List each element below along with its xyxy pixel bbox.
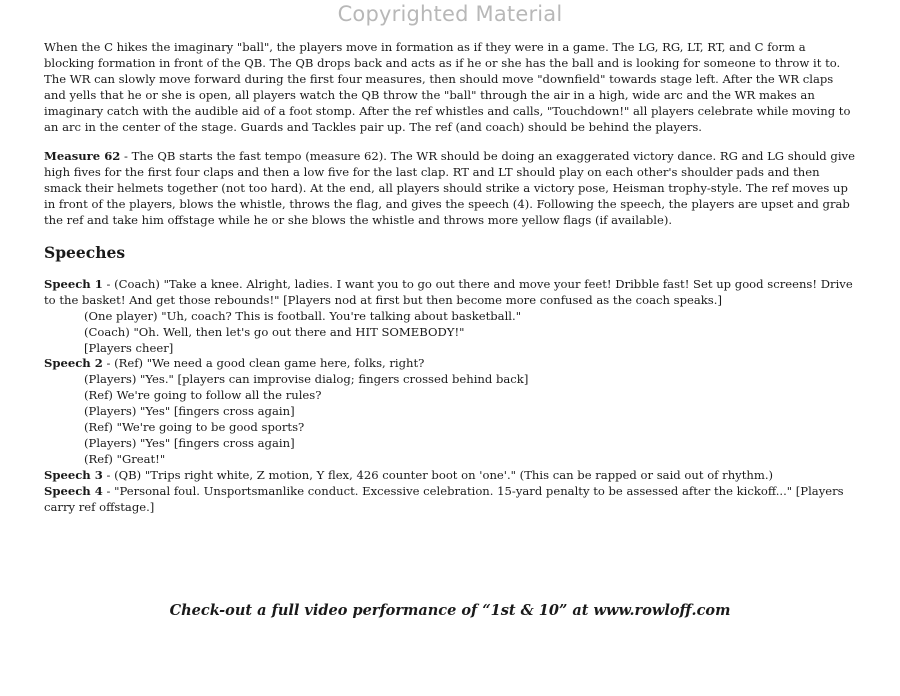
speech-1	[44, 277, 858, 309]
speech-1-label: Speech 1	[44, 276, 103, 291]
speech-1-line: [Players cheer]	[84, 340, 174, 355]
speeches-heading: Speeches	[44, 242, 126, 262]
speech-2-line: (Ref) "We're going to be good sports?	[84, 420, 305, 435]
speech-2-label: Speech 2	[44, 356, 103, 371]
speech-4	[44, 484, 858, 516]
speech-1-text: - (Coach) "Take a knee. Alright, ladies. I want you to go out there and move your feet! Dribble fast! Set up good screens! Drive to the basket! And get those rebounds!" [Players nod at first but then become more confused as the coach speaks.]	[44, 276, 853, 307]
video-link-footer: Check-out a full video performance of “1st & 10” at www.rowloff.com	[169, 602, 731, 619]
document-body	[44, 40, 858, 515]
speech-4-label: Speech 4	[44, 483, 103, 498]
speech-2-line: (Players) "Yes" [fingers cross again]	[84, 435, 295, 450]
measure-62-text: - The QB starts the fast tempo (measure 62). The WR should be doing an exaggerated victory dance. RG and LG should give high fives for the first four claps and then a low five for the last clap. RT and LT should play on each other's shoulder pads and then smack their helmets together (not too hard). At the end, all players should strike a victory pose, Heisman trophy-style. The ref moves up in front of the players, blows the whistle, throws the flag, and gives the speech (4). Following the speech, the players are upset and grab the ref and take him offstage while he or she blows the whistle and throws more yellow flags (if available).	[44, 149, 855, 228]
speech-2-line: (Ref) "Great!"	[84, 451, 166, 466]
copyright-watermark: Copyrighted Material	[337, 2, 563, 26]
speech-1-line: (One player) "Uh, coach? This is football. You're talking about basketball."	[84, 308, 522, 323]
speech-4-text: - "Personal foul. Unsportsmanlike conduct. Excessive celebration. 15-yard penalty to be assessed after the kickoff..." [Players carry ref offstage.]	[44, 483, 844, 514]
speech-3-label: Speech 3	[44, 467, 103, 482]
speech-2-line: (Ref) We're going to follow all the rules?	[84, 388, 322, 403]
intro-paragraph: When the C hikes the imaginary "ball", the players move in formation as if they were in a game. The LG, RG, LT, RT, and C form a blocking formation in front of the QB. The QB drops back and acts as if he or she has the ball and is looking for someone to throw it to. The WR can slowly move forward during the first four measures, then should move "downfield" towards stage left. After the WR claps and yells that he or she is open, all players watch the QB throw the "ball" through the air in a high, wide arc and the WR makes an imaginary catch with the audible aid of a foot stomp. After the ref whistles and calls, "Touchdown!" all players celebrate while moving to an arc in the center of the stage. Guards and Tackles pair up. The ref (and coach) should be behind the players.	[44, 40, 851, 134]
speech-2	[44, 356, 858, 372]
speech-2-text: - (Ref) "We need a good clean game here, folks, right?	[102, 356, 425, 371]
measure-62-label: Measure 62	[44, 149, 121, 164]
measure-62-paragraph	[44, 149, 858, 229]
speech-2-line: (Players) "Yes" [fingers cross again]	[84, 404, 295, 419]
speech-1-line: (Coach) "Oh. Well, then let's go out there and HIT SOMEBODY!"	[84, 324, 465, 339]
speech-3-text: - (QB) "Trips right white, Z motion, Y flex, 426 counter boot on 'one'." (This can be rapped or said out of rhythm.)	[102, 467, 774, 482]
speech-3	[44, 468, 858, 484]
speech-2-line: (Players) "Yes." [players can improvise dialog; fingers crossed behind back]	[84, 372, 529, 387]
